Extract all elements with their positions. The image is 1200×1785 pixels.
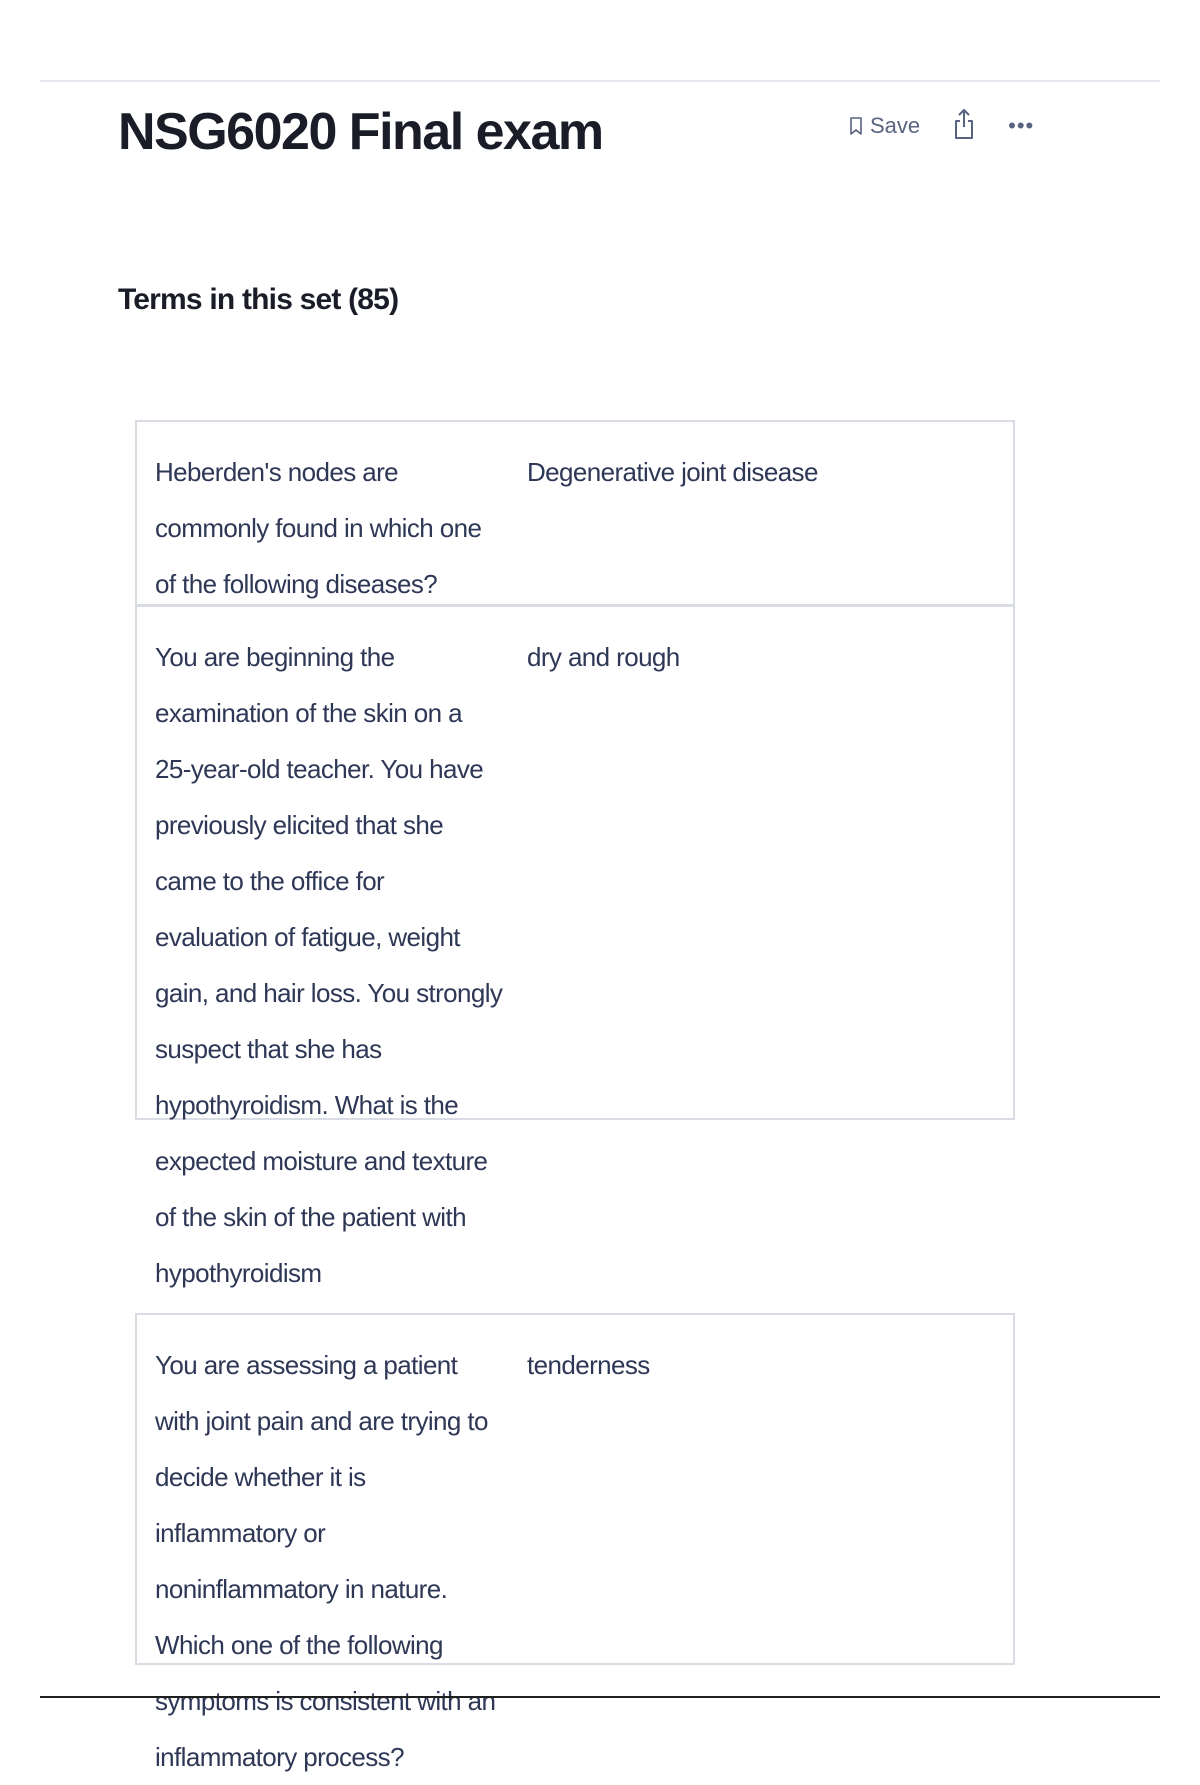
term-answer: dry and rough [527, 642, 680, 672]
share-icon [954, 108, 974, 145]
top-divider [40, 80, 1160, 82]
page-title: NSG6020 Final exam [118, 103, 603, 161]
terms-heading: Terms in this set (85) [118, 283, 399, 316]
term-row[interactable] [137, 604, 1013, 1288]
term-row[interactable] [137, 422, 1013, 604]
term-question: You are assessing a patient with joint pain and are trying to decide whether it is inflammatory or noninflammatory in nature. Which one of the following symptoms is consistent with an inflammatory process? [155, 1350, 496, 1772]
term-answer: Degenerative joint disease [527, 457, 818, 487]
term-question: Heberden's nodes are commonly found in which one of the following diseases? [155, 457, 482, 599]
term-question: You are beginning the examination of the skin on a 25-year-old teacher. You have previously elicited that she came to the office for evaluation of fatigue, weight gain, and hair loss. You strongly suspect that she has hypothyroidism. What is the expected moisture and texture of the skin of the patient with hypothyroidism [155, 642, 503, 1288]
share-button[interactable] [954, 108, 974, 145]
terms-card [135, 420, 1015, 1288]
term-row[interactable] [137, 1315, 1013, 1772]
bookmark-icon [850, 117, 862, 135]
bottom-divider [40, 1696, 1160, 1698]
term-answer: tenderness [527, 1350, 650, 1380]
more-icon[interactable]: ••• [1008, 113, 1035, 138]
save-button[interactable] [850, 113, 920, 139]
header-actions [850, 104, 1034, 148]
save-label: Save [870, 113, 921, 138]
terms-card [135, 1313, 1015, 1772]
